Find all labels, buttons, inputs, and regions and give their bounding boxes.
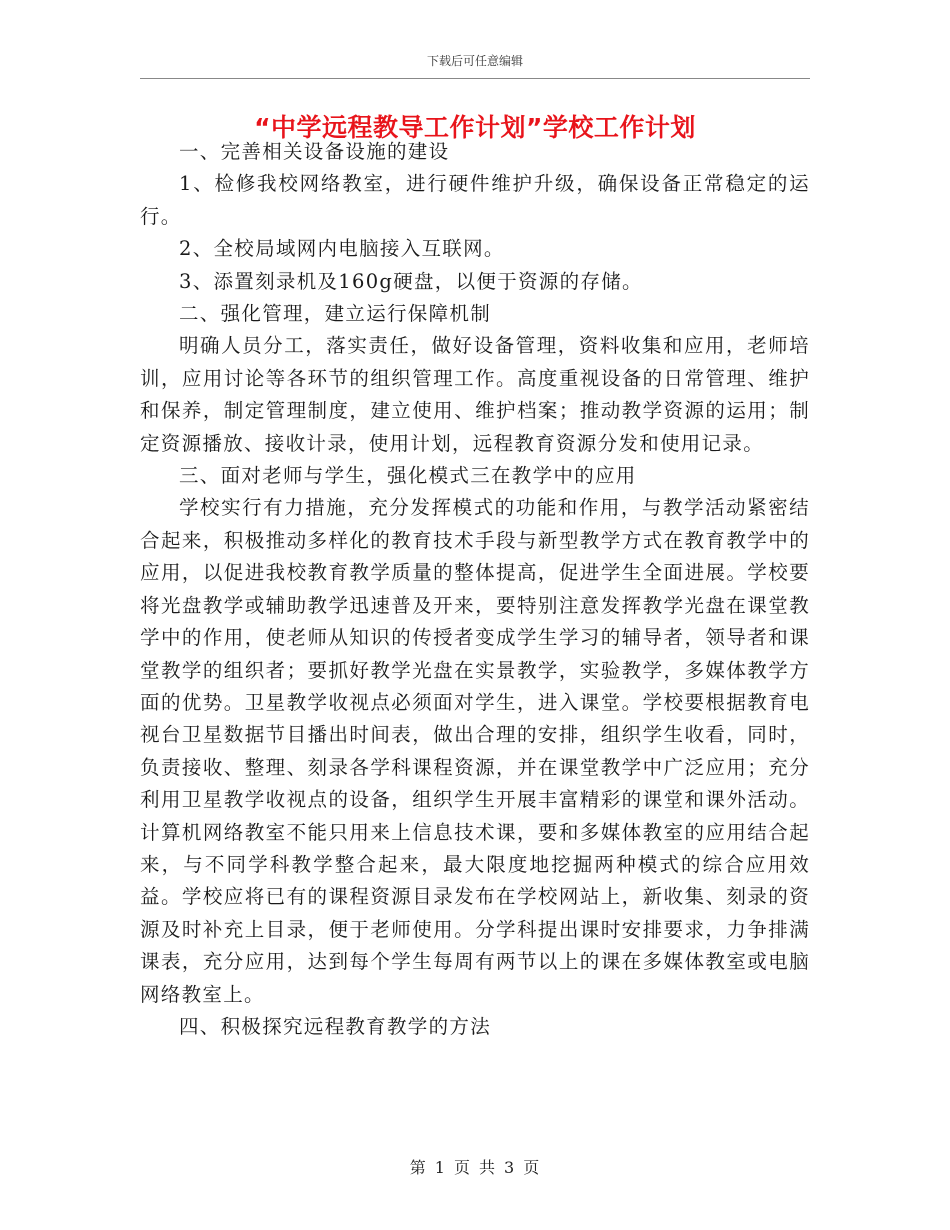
body-paragraph-2: 明确人员分工，落实责任，做好设备管理，资料收集和应用，老师培训，应用讨论等各环节的组织管理工作。高度重视设备的日常管理、维护和保养，制定管理制度，建立使用、维护档案；推动教学资源的运用；制定资源播放、接收计录，使用计划，远程教育资源分发和使用记录。 — [140, 334, 810, 455]
list-item-3: 3、添置刻录机及160g硬盘，以便于资源的存储。 — [179, 269, 643, 293]
header-note: 下载后可任意编辑 — [426, 54, 523, 68]
footer-total-word: 共 — [479, 1158, 497, 1177]
footer-page-number: 1 — [434, 1158, 446, 1177]
footer-page-word: 页 — [453, 1158, 471, 1177]
footer-suffix: 页 — [523, 1158, 541, 1177]
list-item-2: 2、全校局域网内电脑接入互联网。 — [179, 237, 505, 261]
header-divider — [140, 78, 810, 79]
section-heading-3: 三、面对老师与学生，强化模式三在教学中的应用 — [179, 464, 637, 488]
section-heading-2: 二、强化管理，建立运行保障机制 — [179, 302, 492, 326]
page-footer — [0, 1155, 950, 1178]
footer-total-pages: 3 — [504, 1158, 516, 1177]
list-item-1: 1、检修我校网络教室，进行硬件维护升级，确保设备正常稳定的运行。 — [140, 172, 810, 228]
section-heading-1: 一、完善相关设备设施的建设 — [179, 140, 450, 163]
footer-prefix: 第 — [409, 1158, 427, 1177]
document-body — [140, 136, 810, 1043]
body-paragraph-3: 学校实行有力措施，充分发挥模式的功能和作用，与教学活动紧密结合起来，积极推动多样化的教育技术手段与新型教学方式在教育教学中的应用，以促进我校教育教学质量的整体提高，促进学生全面进展。学校要将光盘教学或辅助教学迅速普及开来，要特别注意发挥教学光盘在课堂教学中的作用，使老师从知识的传授者变成学生学习的辅导者，领导者和课堂教学的组织者；要抓好教学光盘在实景教学，实验教学，多媒体教学方面的优势。卫星教学收视点必须面对学生，进入课堂。学校要根据教育电视台卫星数据节目播出时间表，做出合理的安排，组织学生收看，同时，负责接收、整理、刻录各学科课程资源，并在课堂教学中广泛应用；充分利用卫星教学收视点的设备，组织学生开展丰富精彩的课堂和课外活动。计算机网络教室不能只用来上信息技术课，要和多媒体教室的应用结合起来，与不同学科教学整合起来，最大限度地挖掘两种模式的综合应用效益。学校应将已有的课程资源目录发布在学校网站上，新收集、刻录的资源及时补充上目录，便于老师使用。分学科提出课时安排要求，力争排满课表，充分应用，达到每个学生每周有两节以上的课在多媒体教室或电脑网络教室上。 — [140, 496, 810, 1006]
document-title: “中学远程教导工作计划”学校工作计划 — [254, 113, 696, 142]
section-heading-4: 四、积极探究远程教育教学的方法 — [179, 1014, 492, 1038]
